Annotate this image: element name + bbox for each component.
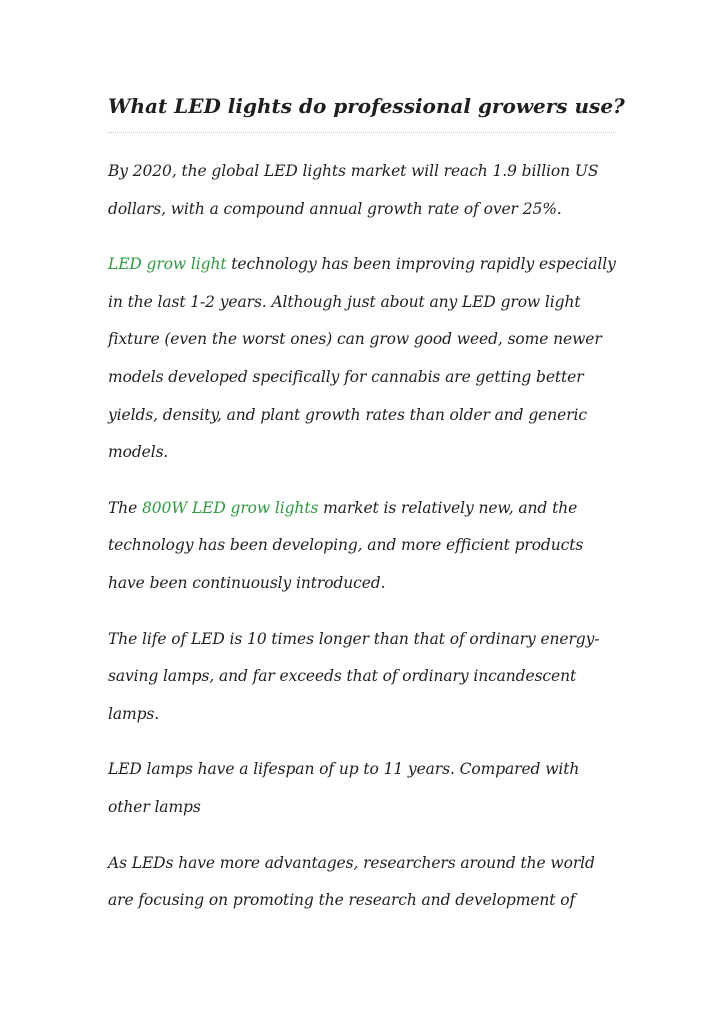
paragraph-technology <box>108 246 616 472</box>
paragraph-technology-text: technology has been improving rapidly especially in the last 1-2 years. Although just about any LED grow light fixture (even the worst ones) can grow good weed, some newer models developed specifically for cannabis are getting better yields, density, and plant growth rates than older and generic models. <box>108 255 616 462</box>
paragraph-market: By 2020, the global LED lights market will reach 1.9 billion US dollars, with a compound annual growth rate of over 25%. <box>108 162 599 218</box>
paragraph-lifespan: LED lamps have a lifespan of up to 11 years. Compared with other lamps <box>108 760 580 816</box>
article-body <box>108 88 625 920</box>
paragraph-life: The life of LED is 10 times longer than that of ordinary energy-saving lamps, and far exceeds that of ordinary incandescent lamps. <box>108 629 600 723</box>
led-grow-light-link[interactable]: LED grow light <box>108 255 227 274</box>
paragraph-advantages: As LEDs have more advantages, researchers around the world are focusing on promoting the research and development of <box>108 853 595 910</box>
paragraph-800w <box>108 490 616 603</box>
article-title: What LED lights do professional growers use? <box>108 88 616 133</box>
paragraph-800w-text: market is relatively new, and the technology has been developing, and more efficient products have been continuously introduced. <box>108 498 584 592</box>
800w-led-grow-lights-link[interactable]: 800W LED grow lights <box>142 498 319 517</box>
paragraph-800w-lead: The <box>108 498 143 517</box>
